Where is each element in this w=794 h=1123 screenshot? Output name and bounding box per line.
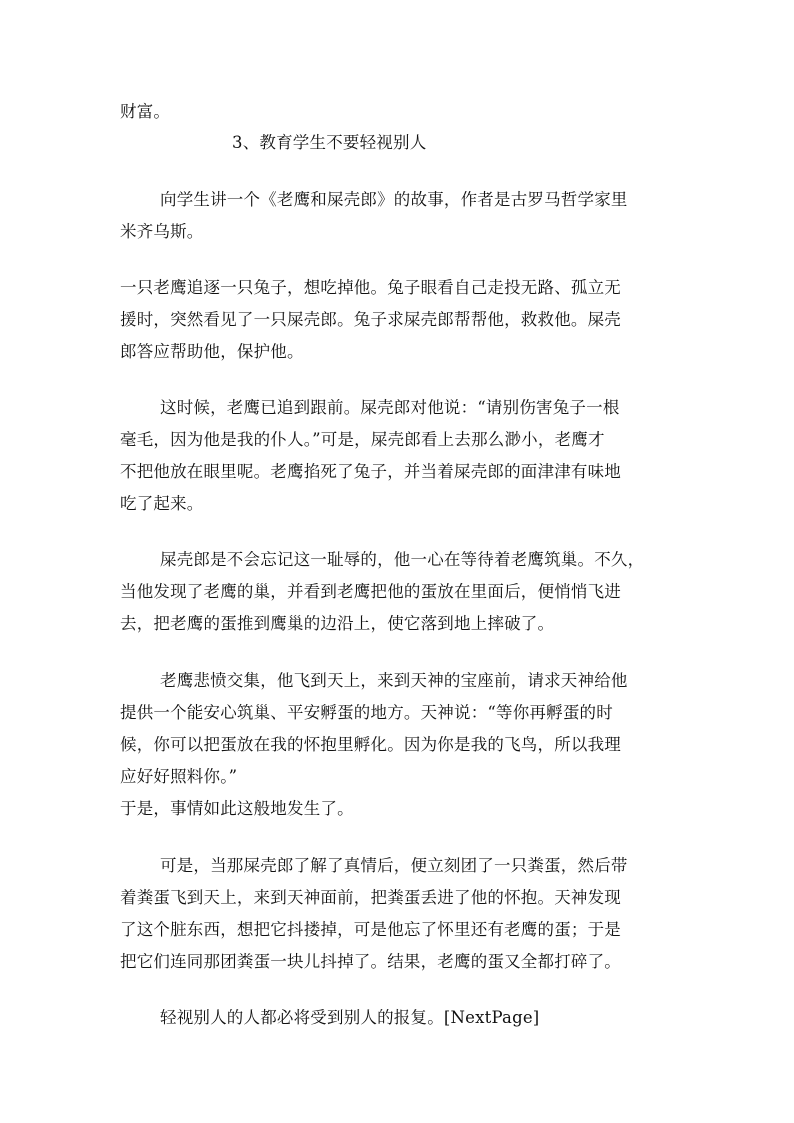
text-line: 吃了起来。 bbox=[120, 494, 204, 513]
text-line: 这时候，老鹰已追到跟前。屎壳郎对他说：“请别伤害兔子一根 bbox=[160, 398, 620, 417]
text-line: 当他发现了老鹰的巢，并看到老鹰把他的蛋放在里面后，便悄悄飞进 bbox=[120, 582, 621, 601]
text-line: 把它们连同那团粪蛋一块儿抖掉了。结果，老鹰的蛋又全都打碎了。 bbox=[120, 952, 621, 971]
text-line: 了这个脏东西，想把它抖搂掉，可是他忘了怀里还有老鹰的蛋；于是 bbox=[120, 920, 621, 939]
text-line: 向学生讲一个《老鹰和屎壳郎》的故事，作者是古罗马哲学家里 bbox=[160, 190, 628, 209]
text-line: 候，你可以把蛋放在我的怀抱里孵化。因为你是我的飞鸟，所以我理 bbox=[120, 735, 621, 754]
section-heading: 3、教育学生不要轻视别人 bbox=[232, 133, 427, 152]
text-line: 轻视别人的人都必将受到别人的报复。[NextPage] bbox=[160, 1008, 540, 1027]
text-line: 于是，事情如此这般地发生了。 bbox=[120, 799, 354, 818]
text-line: 去，把老鹰的蛋推到鹰巢的边沿上，使它落到地上摔破了。 bbox=[120, 614, 555, 633]
text-line: 着粪蛋飞到天上，来到天神面前，把粪蛋丢进了他的怀抱。天神发现 bbox=[120, 888, 621, 907]
text-line: 提供一个能安心筑巢、平安孵蛋的地方。天神说：“等你再孵蛋的时 bbox=[120, 703, 613, 722]
text-line: 不把他放在眼里呢。老鹰掐死了兔子，并当着屎壳郎的面津津有味地 bbox=[120, 462, 621, 481]
text-line: 可是，当那屎壳郎了解了真情后，便立刻团了一只粪蛋，然后带 bbox=[160, 856, 628, 875]
text-line: 老鹰悲愤交集，他飞到天上，来到天神的宝座前，请求天神给他 bbox=[160, 671, 628, 690]
text-line: 屎壳郎是不会忘记这一耻辱的，他一心在等待着老鹰筑巢。不久， bbox=[160, 550, 645, 569]
text-line: 应好好照料你。” bbox=[120, 767, 238, 786]
text-line: 郎答应帮助他，保护他。 bbox=[120, 342, 304, 361]
text-line: 米齐乌斯。 bbox=[120, 222, 204, 241]
text-line: 一只老鹰追逐一只兔子，想吃掉他。兔子眼看自己走投无路、孤立无 bbox=[120, 278, 621, 297]
text-line: 财富。 bbox=[120, 102, 171, 121]
text-line: 毫毛，因为他是我的仆人。”可是，屎壳郎看上去那么渺小，老鹰才 bbox=[120, 430, 605, 449]
text-line: 援时，突然看见了一只屎壳郎。兔子求屎壳郎帮帮他，救救他。屎壳 bbox=[120, 310, 621, 329]
